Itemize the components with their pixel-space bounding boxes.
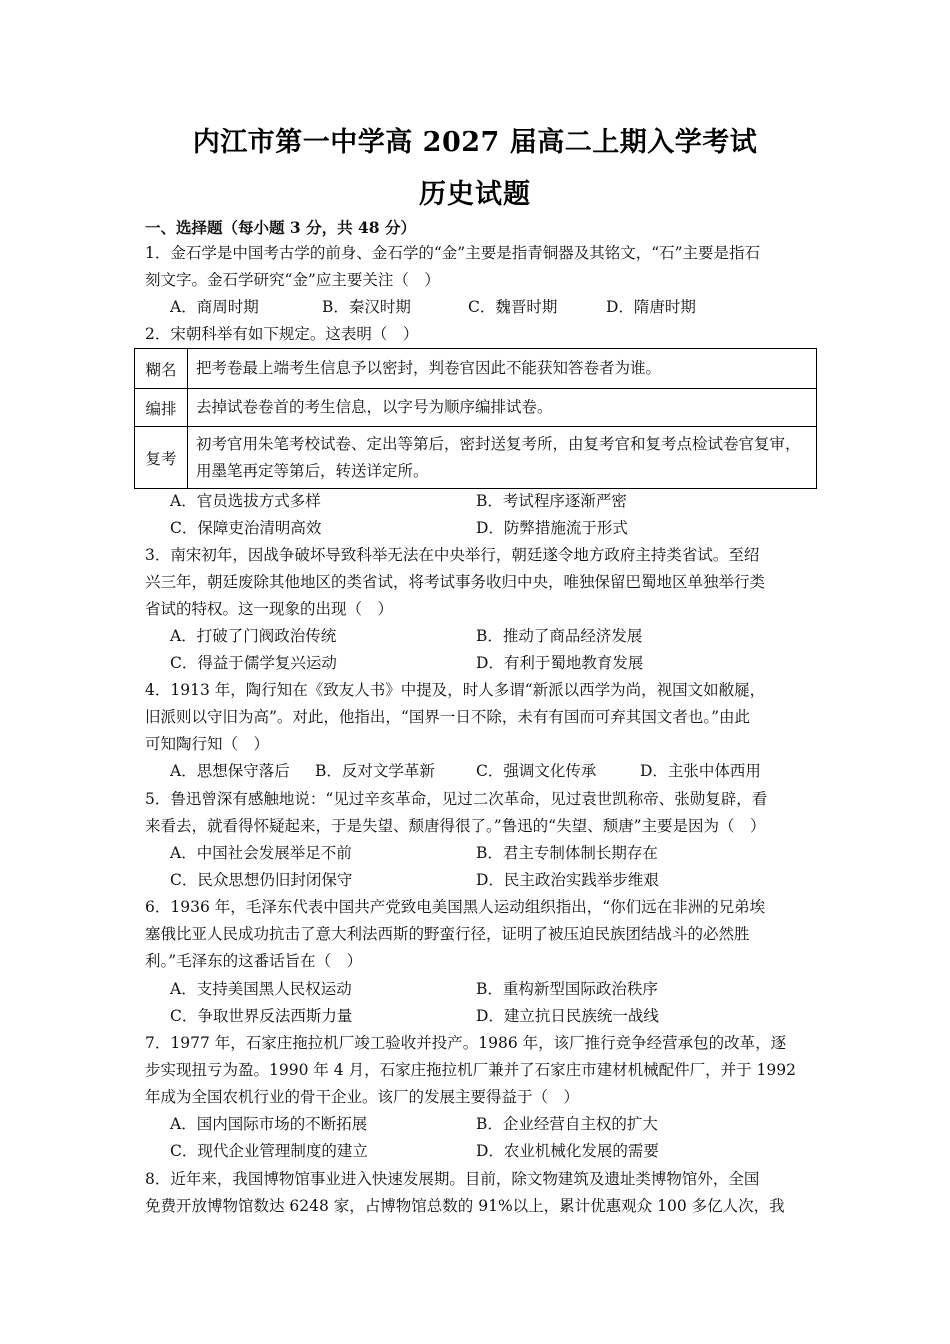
question-2-option-b: B．考试程序逐渐严密	[476, 492, 627, 510]
question-3-option-b: B．推动了商品经济发展	[476, 627, 643, 645]
question-6-option-d: D．建立抗日民族统一战线	[476, 1007, 659, 1025]
table-row	[135, 427, 817, 489]
question-6-line-2: 塞俄比亚人民成功抗击了意大利法西斯的野蛮行径，证明了被压迫民族团结战斗的必然胜	[145, 925, 750, 943]
exam-title: 内江市第一中学高 2027 届高二上期入学考试	[192, 127, 758, 158]
question-4-option-b: B．反对文学革新	[315, 762, 435, 780]
question-6-line-1: 6．1936 年，毛泽东代表中国共产党致电美国黑人运动组织指出，“你们远在非洲的兄弟埃	[145, 898, 766, 916]
question-3-line-1: 3．南宋初年，因战争破坏导致科举无法在中央举行，朝廷遂令地方政府主持类省试。至绍	[145, 546, 760, 564]
table-value: 初考官用朱笔考校试卷、定出等第后，密封送复考所，由复考官和复考点检试卷官复审，用墨笔再定等第后，转送详定所。	[188, 427, 817, 489]
question-6-line-3: 利。”毛泽东的这番话旨在（ ）	[145, 952, 363, 970]
question-3-line-2: 兴三年，朝廷废除其他地区的类省试，将考试事务收归中央，唯独保留巴蜀地区单独举行类	[145, 573, 766, 591]
question-4-option-d: D．主张中体西用	[640, 762, 761, 780]
question-7-line-3: 年成为全国农机行业的骨干企业。该厂的发展主要得益于（ ）	[145, 1088, 580, 1106]
question-4-option-c: C．强调文化传承	[476, 762, 597, 780]
question-4-line-2: 旧派则以守旧为高”。对此，他指出，“国界一日不除，未有有国而可弃其国文者也。”由此	[145, 708, 751, 726]
table-row	[135, 389, 817, 427]
table-key: 复考	[135, 427, 188, 489]
question-7-line-1: 7．1977 年，石家庄拖拉机厂竣工验收并投产。1986 年，该厂推行竞争经营承包的改革，逐	[145, 1034, 787, 1052]
question-3-line-3: 省试的特权。这一现象的出现（ ）	[145, 600, 394, 618]
question-5-option-a: A．中国社会发展举足不前	[170, 844, 352, 862]
question-4-line-3: 可知陶行知（ ）	[145, 735, 270, 753]
question-6-option-a: A．支持美国黑人民权运动	[170, 980, 352, 998]
question-1-option-d: D．隋唐时期	[606, 298, 696, 316]
question-8-line-2: 免费开放博物馆数达 6248 家，占博物馆总数的 91%以上，累计优惠观众 100 多亿人次，我	[145, 1197, 785, 1215]
question-5-line-1: 5．鲁迅曾深有感触地说：“见过辛亥革命，见过二次革命，见过袁世凯称帝、张勋复辟，看	[145, 790, 768, 808]
question-2-line-1: 2．宋朝科举有如下规定。这表明（ ）	[145, 325, 419, 343]
question-5-option-d: D．民主政治实践举步维艰	[476, 871, 659, 889]
question-1-option-c: C．魏晋时期	[468, 298, 558, 316]
question-2-table	[134, 348, 817, 489]
question-7-option-b: B．企业经营自主权的扩大	[476, 1115, 658, 1133]
question-8-line-1: 8．近年来，我国博物馆事业进入快速发展期。目前，除文物建筑及遗址类博物馆外，全国	[145, 1170, 760, 1188]
section-heading: 一、选择题（每小题 3 分，共 48 分）	[145, 218, 416, 237]
question-6-option-b: B．重构新型国际政治秩序	[476, 980, 658, 998]
question-7-option-a: A．国内国际市场的不断拓展	[170, 1115, 368, 1133]
question-3-option-d: D．有利于蜀地教育发展	[476, 654, 644, 672]
table-row	[135, 349, 817, 389]
question-1-line-1: 1．金石学是中国考古学的前身、金石学的“金”主要是指青铜器及其铭文，“石”主要是指石	[145, 244, 761, 262]
question-2-option-d: D．防弊措施流于形式	[476, 519, 628, 537]
question-4-option-a: A．思想保守落后	[170, 762, 290, 780]
table-value: 去掉试卷卷首的考生信息，以字号为顺序编排试卷。	[188, 389, 817, 427]
question-1-line-2: 刻文字。金石学研究“金”应主要关注（ ）	[145, 271, 440, 289]
question-1-option-b: B．秦汉时期	[322, 298, 411, 316]
question-5-line-2: 来看去，就看得怀疑起来，于是失望、颓唐得很了。”鲁迅的“失望、颓唐”主要是因为（ ）	[145, 817, 766, 835]
question-7-option-c: C．现代企业管理制度的建立	[170, 1142, 368, 1160]
question-2-option-a: A．官员选拔方式多样	[170, 492, 321, 510]
table-value: 把考卷最上端考生信息予以密封，判卷官因此不能获知答卷者为谁。	[188, 349, 817, 389]
question-7-line-2: 步实现扭亏为盈。1990 年 4 月，石家庄拖拉机厂兼并了石家庄市建材机械配件厂，并于 1992	[145, 1061, 796, 1079]
question-4-line-1: 4．1913 年，陶行知在《致友人书》中提及，时人多谓“新派以西学为尚，视国文如敝屣，	[145, 681, 766, 699]
subject-title: 历史试题	[419, 179, 531, 210]
question-7-option-d: D．农业机械化发展的需要	[476, 1142, 659, 1160]
table-key: 编排	[135, 389, 188, 427]
question-3-option-a: A．打破了门阀政治传统	[170, 627, 337, 645]
question-5-option-b: B．君主专制体制长期存在	[476, 844, 658, 862]
question-5-option-c: C．民众思想仍旧封闭保守	[170, 871, 353, 889]
question-6-option-c: C．争取世界反法西斯力量	[170, 1007, 353, 1025]
question-2-option-c: C．保障吏治清明高效	[170, 519, 322, 537]
question-1-option-a: A．商周时期	[170, 298, 259, 316]
question-3-option-c: C．得益于儒学复兴运动	[170, 654, 337, 672]
table-key: 糊名	[135, 349, 188, 389]
